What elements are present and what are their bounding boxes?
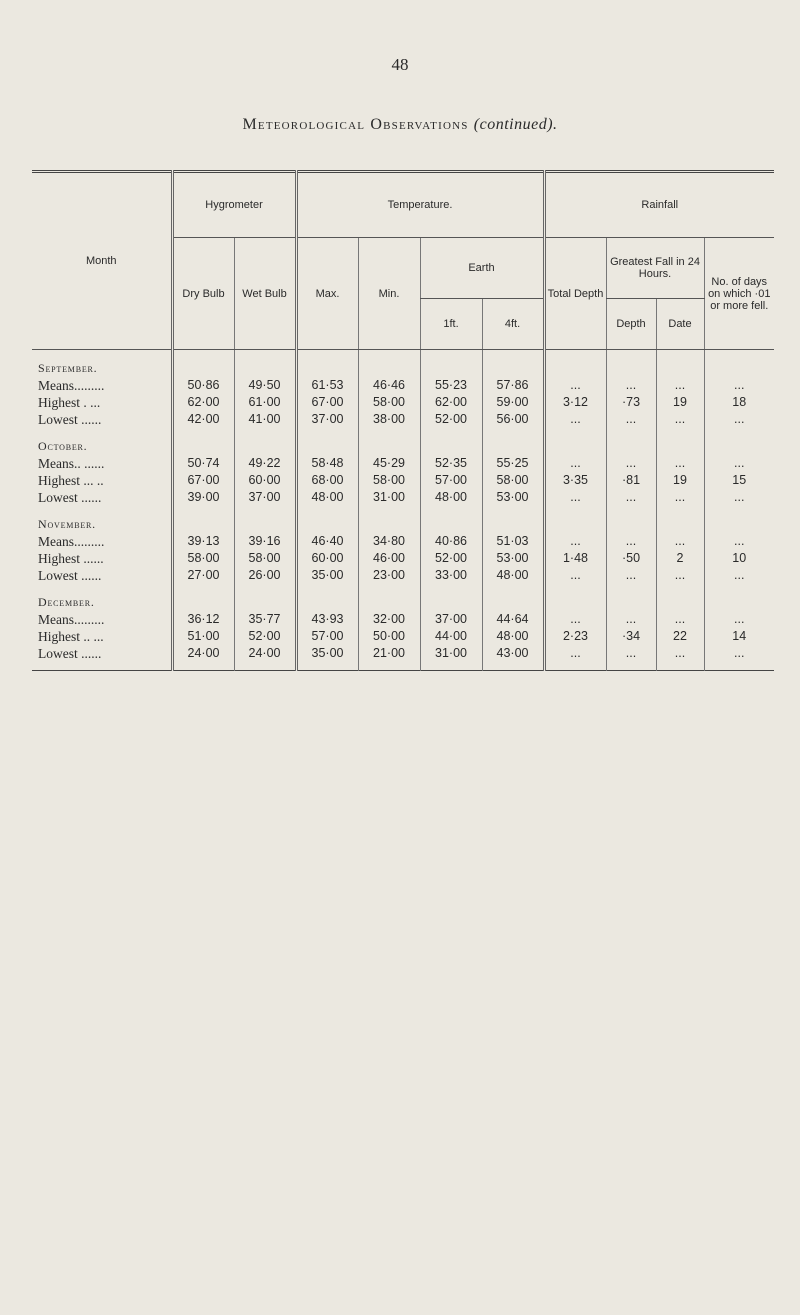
empty-cell [420, 350, 482, 378]
month-name: October. [38, 439, 88, 453]
value-cell: 22 [656, 628, 704, 645]
value-cell: ... [656, 377, 704, 394]
empty-cell [606, 662, 656, 671]
value-cell: 33·00 [420, 567, 482, 584]
value-cell: 45·29 [358, 455, 420, 472]
value-cell: 2 [656, 550, 704, 567]
value-cell: 48·00 [420, 489, 482, 506]
value-cell: 37·00 [420, 611, 482, 628]
row-label: Lowest ...... [38, 412, 102, 427]
value-cell: 31·00 [420, 645, 482, 662]
header-rainfall: Rainfall [544, 172, 774, 238]
empty-cell [296, 428, 358, 455]
empty-cell [606, 506, 656, 533]
empty-cell [544, 428, 606, 455]
value-cell: 44·64 [482, 611, 544, 628]
value-cell: ·81 [606, 472, 656, 489]
page-number: 48 [391, 55, 409, 74]
value-cell: ... [656, 645, 704, 662]
empty-cell [656, 350, 704, 378]
value-cell: 46·46 [358, 377, 420, 394]
value-cell: 51·00 [172, 628, 234, 645]
month-name: November. [38, 517, 96, 531]
value-cell: ... [544, 567, 606, 584]
value-cell: 37·00 [234, 489, 296, 506]
value-cell: 68·00 [296, 472, 358, 489]
header-month: Month [32, 172, 172, 350]
value-cell: 19 [656, 394, 704, 411]
empty-cell [420, 506, 482, 533]
value-cell: ... [656, 611, 704, 628]
value-cell: ... [656, 489, 704, 506]
table-row [32, 377, 774, 394]
empty-cell [172, 662, 234, 671]
value-cell: 40·86 [420, 533, 482, 550]
empty-cell [420, 428, 482, 455]
empty-cell [296, 350, 358, 378]
value-cell: ... [656, 533, 704, 550]
empty-cell [358, 662, 420, 671]
empty-cell [420, 662, 482, 671]
table-row [32, 550, 774, 567]
empty-cell [704, 350, 774, 378]
empty-cell [172, 584, 234, 611]
empty-cell [544, 350, 606, 378]
empty-cell [358, 584, 420, 611]
value-cell: 19 [656, 472, 704, 489]
empty-cell [234, 428, 296, 455]
empty-cell [32, 662, 172, 671]
value-cell: 58·00 [172, 550, 234, 567]
header-temperature: Temperature. [296, 172, 544, 238]
table-row [32, 394, 774, 411]
value-cell: 57·86 [482, 377, 544, 394]
value-cell: 44·00 [420, 628, 482, 645]
table-row [32, 611, 774, 628]
table-body [32, 350, 774, 671]
value-cell: ·34 [606, 628, 656, 645]
value-cell: ... [544, 377, 606, 394]
empty-cell [482, 350, 544, 378]
header-earth: Earth [420, 238, 544, 299]
value-cell: ... [606, 567, 656, 584]
header-total-depth: Total Depth [544, 238, 606, 350]
value-cell: 46·40 [296, 533, 358, 550]
value-cell: ·73 [606, 394, 656, 411]
value-cell: 26·00 [234, 567, 296, 584]
value-cell: ... [606, 611, 656, 628]
value-cell: 34·80 [358, 533, 420, 550]
row-label: Means......... [38, 612, 105, 627]
value-cell: 2·23 [544, 628, 606, 645]
header-min: Min. [358, 238, 420, 350]
value-cell: 49·22 [234, 455, 296, 472]
value-cell: 58·00 [234, 550, 296, 567]
value-cell: ... [544, 533, 606, 550]
table-row [32, 645, 774, 662]
value-cell: ... [704, 377, 774, 394]
empty-cell [606, 584, 656, 611]
empty-cell [482, 662, 544, 671]
header-date: Date [656, 299, 704, 350]
value-cell: 55·25 [482, 455, 544, 472]
empty-cell [544, 662, 606, 671]
value-cell: 36·12 [172, 611, 234, 628]
empty-cell [482, 506, 544, 533]
value-cell: 32·00 [358, 611, 420, 628]
page-title [0, 116, 800, 134]
value-cell: 61·53 [296, 377, 358, 394]
value-cell: 52·35 [420, 455, 482, 472]
value-cell: 58·48 [296, 455, 358, 472]
value-cell: 52·00 [420, 550, 482, 567]
value-cell: ·50 [606, 550, 656, 567]
value-cell: 21·00 [358, 645, 420, 662]
value-cell: ... [606, 377, 656, 394]
row-label: Means.. ...... [38, 456, 105, 471]
row-label: Lowest ...... [38, 646, 102, 661]
row-label: Highest .. ... [38, 629, 104, 644]
value-cell: ... [704, 489, 774, 506]
value-cell: 18 [704, 394, 774, 411]
value-cell: 50·00 [358, 628, 420, 645]
value-cell: 58·00 [358, 472, 420, 489]
empty-cell [172, 428, 234, 455]
header-dry-bulb: Dry Bulb [172, 238, 234, 350]
value-cell: 15 [704, 472, 774, 489]
table-row [32, 533, 774, 550]
value-cell: 52·00 [420, 411, 482, 428]
value-cell: ... [656, 411, 704, 428]
value-cell: 43·00 [482, 645, 544, 662]
value-cell: 62·00 [172, 394, 234, 411]
observations-table-container [32, 170, 774, 671]
empty-cell [234, 506, 296, 533]
value-cell: 61·00 [234, 394, 296, 411]
empty-cell [606, 428, 656, 455]
value-cell: ... [544, 489, 606, 506]
value-cell: ... [704, 645, 774, 662]
month-heading-row [32, 428, 774, 455]
month-heading-row [32, 584, 774, 611]
table-row [32, 489, 774, 506]
value-cell: ... [544, 611, 606, 628]
empty-cell [704, 506, 774, 533]
month-name: September. [38, 361, 98, 375]
value-cell: 24·00 [234, 645, 296, 662]
value-cell: 43·93 [296, 611, 358, 628]
header-max: Max. [296, 238, 358, 350]
value-cell: ... [704, 533, 774, 550]
header-greatest-fall: Greatest Fall in 24 Hours. [606, 238, 704, 299]
value-cell: 55·23 [420, 377, 482, 394]
value-cell: 58·00 [358, 394, 420, 411]
header-earth-4ft: 4ft. [482, 299, 544, 350]
empty-cell [172, 350, 234, 378]
title-suffix: (continued). [473, 116, 558, 133]
value-cell: 14 [704, 628, 774, 645]
value-cell: ... [544, 455, 606, 472]
empty-cell [704, 584, 774, 611]
value-cell: ... [606, 489, 656, 506]
empty-cell [606, 350, 656, 378]
value-cell: 27·00 [172, 567, 234, 584]
header-depth: Depth [606, 299, 656, 350]
value-cell: ... [606, 645, 656, 662]
value-cell: 3·35 [544, 472, 606, 489]
empty-cell [234, 350, 296, 378]
value-cell: 38·00 [358, 411, 420, 428]
header-days: No. of days on which ·01 or more fell. [704, 238, 774, 350]
empty-cell [172, 506, 234, 533]
value-cell: 10 [704, 550, 774, 567]
empty-cell [656, 584, 704, 611]
empty-cell [234, 662, 296, 671]
value-cell: ... [606, 533, 656, 550]
month-heading-row [32, 350, 774, 378]
value-cell: ... [704, 567, 774, 584]
value-cell: ... [704, 455, 774, 472]
row-label: Highest . ... [38, 395, 101, 410]
header-hygrometer: Hygrometer [172, 172, 296, 238]
value-cell: ... [606, 455, 656, 472]
table-row [32, 472, 774, 489]
empty-cell [656, 428, 704, 455]
value-cell: 48·00 [482, 567, 544, 584]
table-row [32, 455, 774, 472]
value-cell: 48·00 [296, 489, 358, 506]
header-wet-bulb: Wet Bulb [234, 238, 296, 350]
value-cell: 57·00 [296, 628, 358, 645]
value-cell: 35·00 [296, 645, 358, 662]
value-cell: 51·03 [482, 533, 544, 550]
value-cell: 23·00 [358, 567, 420, 584]
row-label: Lowest ...... [38, 568, 102, 583]
value-cell: ... [704, 611, 774, 628]
row-label: Means......... [38, 378, 105, 393]
value-cell: 58·00 [482, 472, 544, 489]
empty-cell [482, 584, 544, 611]
value-cell: ... [606, 411, 656, 428]
row-label: Means......... [38, 534, 105, 549]
value-cell: 46·00 [358, 550, 420, 567]
value-cell: 48·00 [482, 628, 544, 645]
table-row [32, 628, 774, 645]
row-label: Lowest ...... [38, 490, 102, 505]
value-cell: 60·00 [234, 472, 296, 489]
empty-cell [704, 662, 774, 671]
empty-cell [656, 506, 704, 533]
observations-table [32, 170, 774, 671]
empty-cell [358, 350, 420, 378]
value-cell: 1·48 [544, 550, 606, 567]
value-cell: ... [656, 567, 704, 584]
empty-cell [704, 428, 774, 455]
value-cell: 42·00 [172, 411, 234, 428]
empty-cell [482, 428, 544, 455]
value-cell: ... [656, 455, 704, 472]
value-cell: 35·00 [296, 567, 358, 584]
header-earth-1ft: 1ft. [420, 299, 482, 350]
table-row [32, 567, 774, 584]
value-cell: 53·00 [482, 489, 544, 506]
row-label: Highest ... .. [38, 473, 104, 488]
month-name: December. [38, 595, 95, 609]
value-cell: 50·74 [172, 455, 234, 472]
value-cell: 49·50 [234, 377, 296, 394]
value-cell: 41·00 [234, 411, 296, 428]
empty-cell [358, 506, 420, 533]
empty-cell [544, 506, 606, 533]
value-cell: 53·00 [482, 550, 544, 567]
value-cell: 62·00 [420, 394, 482, 411]
table-row [32, 411, 774, 428]
empty-cell [420, 584, 482, 611]
value-cell: 50·86 [172, 377, 234, 394]
month-heading-row [32, 506, 774, 533]
value-cell: 60·00 [296, 550, 358, 567]
empty-cell [656, 662, 704, 671]
empty-cell [296, 584, 358, 611]
value-cell: 67·00 [296, 394, 358, 411]
empty-cell [296, 506, 358, 533]
value-cell: 67·00 [172, 472, 234, 489]
empty-cell [234, 584, 296, 611]
value-cell: 35·77 [234, 611, 296, 628]
value-cell: ... [544, 411, 606, 428]
value-cell: 59·00 [482, 394, 544, 411]
value-cell: 39·16 [234, 533, 296, 550]
empty-cell [358, 428, 420, 455]
value-cell: ... [544, 645, 606, 662]
value-cell: 37·00 [296, 411, 358, 428]
value-cell: 39·13 [172, 533, 234, 550]
value-cell: ... [704, 411, 774, 428]
value-cell: 56·00 [482, 411, 544, 428]
row-label: Highest ...... [38, 551, 104, 566]
table-bottom-spacer [32, 662, 774, 671]
value-cell: 52·00 [234, 628, 296, 645]
value-cell: 57·00 [420, 472, 482, 489]
empty-cell [296, 662, 358, 671]
value-cell: 31·00 [358, 489, 420, 506]
value-cell: 39·00 [172, 489, 234, 506]
title-text: Meteorological Observations [242, 116, 469, 133]
value-cell: 3·12 [544, 394, 606, 411]
empty-cell [544, 584, 606, 611]
value-cell: 24·00 [172, 645, 234, 662]
